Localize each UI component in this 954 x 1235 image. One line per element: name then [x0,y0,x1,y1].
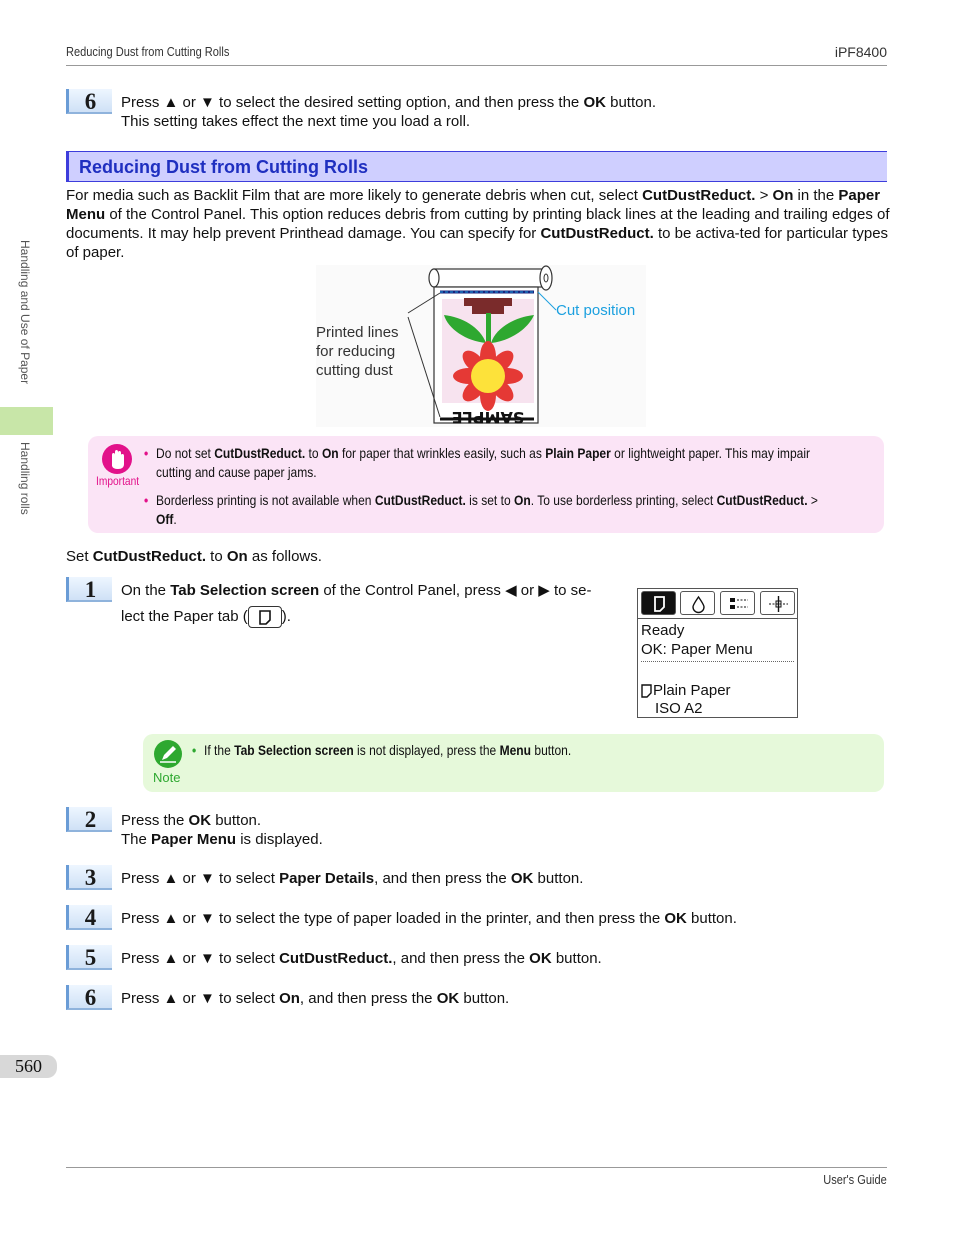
important-box [88,436,884,533]
important-label: Important [96,474,140,488]
step-number-badge: 5 [66,945,112,970]
paper-tab-icon [248,606,282,628]
note-bullet: • If the Tab Selection screen is not displayed, press the Menu button. [191,742,572,758]
step-text: Press the OK button. The Paper Menu is displayed. [121,812,323,848]
running-header-title: Reducing Dust from Cutting Rolls [66,44,230,59]
section-heading: Reducing Dust from Cutting Rolls [66,151,887,182]
lcd-paper-type-line: Plain Paper [641,682,731,699]
intro-paragraph: For media such as Backlit Film that are more likely to generate debris when cut, select CutDustReduct. > On in the Paper Menu of the Control Panel. This option reduces debris from cutting by printing black lines at the leading and trailing edges of documents. It may help prevent Printhead damage. You can specify for CutDustReduct. to be activa-ted for particular types of paper. [66,187,890,261]
step-text: Press ▲ or ▼ to select CutDustReduct., and then press the OK button. [121,950,602,967]
pencil-note-icon [154,740,182,768]
cut-dust-figure [316,265,646,427]
step-text: On the Tab Selection screen of the Control Panel, press ◀ or ▶ to se- lect the Paper tab ( ). [121,578,592,630]
side-tab-marker [0,407,53,435]
lcd-status-line: Ready [641,622,685,639]
figure-sample-text: SAMPLE [451,408,525,427]
figure-label-printed-lines: Printed lines for reducing cutting dust [316,324,399,379]
step-text: Press ▲ or ▼ to select the desired setting option, and then press the OK button. This setting takes effect the next time you load a roll. [121,94,656,130]
side-chapter-label: Handling and Use of Paper [18,240,32,385]
running-header-model: iPF8400 [834,44,887,60]
step-number-badge: 1 [66,577,112,602]
hand-stop-icon [102,444,132,474]
lcd-tab-bar [638,589,797,619]
lcd-maintenance-tab [760,591,795,615]
step-number-badge: 3 [66,865,112,890]
note-box [143,734,884,792]
footer-guide-label: User's Guide [823,1172,887,1187]
footer-rule [66,1167,887,1168]
lcd-hint-line: OK: Paper Menu [641,641,753,658]
lcd-ink-tab [680,591,715,615]
lcd-divider [641,661,794,662]
note-label: Note [153,770,181,785]
control-panel-display [637,588,798,718]
lcd-settings-tab [720,591,755,615]
important-bullet-2: • Borderless printing is not available when CutDustReduct. is set to On. To use borderless printing, select CutDustReduct. > Off. [143,492,818,527]
step-text: Press ▲ or ▼ to select the type of paper loaded in the printer, and then press the OK button. [121,910,737,927]
step-text: Press ▲ or ▼ to select Paper Details, and then press the OK button. [121,870,584,887]
step-number-badge: 2 [66,807,112,832]
important-bullet-1: • Do not set CutDustReduct. to On for paper that wrinkles easily, such as Plain Paper or lightweight paper. This may impair cutting and cause paper jams. [143,445,811,480]
page-number: 560 [0,1055,57,1078]
step-number-badge: 6 [66,89,112,114]
lcd-paper-size-line: ISO A2 [655,700,703,717]
step-number-badge: 4 [66,905,112,930]
side-section-label: Handling rolls [18,442,32,515]
set-instruction: Set CutDustReduct. to On as follows. [66,548,322,565]
lcd-paper-tab [641,591,676,615]
figure-label-cut-position: Cut position [556,302,636,319]
step-number-badge: 6 [66,985,112,1010]
header-rule [66,65,887,66]
paper-icon [641,684,653,698]
step-text: Press ▲ or ▼ to select On, and then press the OK button. [121,990,510,1007]
